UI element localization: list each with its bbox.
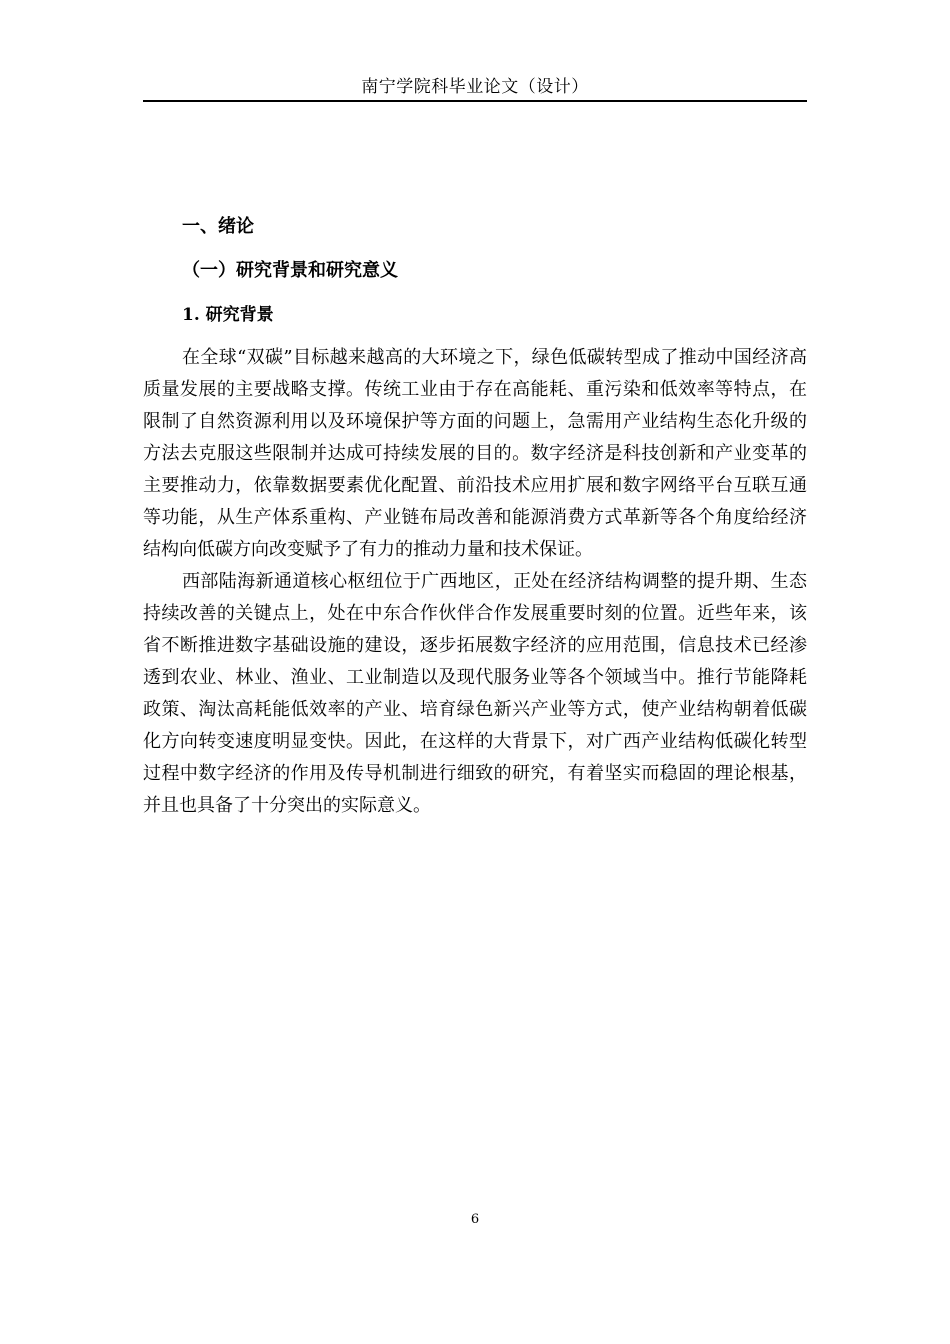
subsection-heading: 1. 研究背景 bbox=[182, 305, 274, 325]
page-body bbox=[143, 212, 807, 822]
header-divider bbox=[143, 100, 807, 102]
section-heading: （一）研究背景和研究意义 bbox=[182, 260, 398, 281]
running-header: 南宁学院科毕业论文（设计） bbox=[361, 77, 589, 97]
page-number: 6 bbox=[470, 1212, 480, 1227]
body-paragraph-1: 在全球“双碳”目标越来越高的大环境之下，绿色低碳转型成了推动中国经济高质量发展的主要战略支撑。传统工业由于存在高能耗、重污染和低效率等特点，在限制了自然资源利用以及环境保护等方面的问题上，急需用产业结构生态化升级的方法去克服这些限制并达成可持续发展的目的。数字经济是科技创新和产业变革的主要推动力，依靠数据要素优化配置、前沿技术应用扩展和数字网络平台互联互通等功能，从生产体系重构、产业链布局改善和能源消费方式革新等各个角度给经济结构向低碳方向改变赋予了有力的推动力量和技术保证。 bbox=[143, 347, 807, 560]
chapter-heading: 一、绪论 bbox=[182, 216, 254, 237]
body-paragraph-2: 西部陆海新通道核心枢纽位于广西地区，正处在经济结构调整的提升期、生态持续改善的关键点上，处在中东合作伙伴合作发展重要时刻的位置。近些年来，该省不断推进数字基础设施的建设，逐步拓展数字经济的应用范围，信息技术已经渗透到农业、林业、渔业、工业制造以及现代服务业等各个领域当中。推行节能降耗政策、淘汰高耗能低效率的产业、培育绿色新兴产业等方式，使产业结构朝着低碳化方向转变速度明显变快。因此，在这样的大背景下，对广西产业结构低碳化转型过程中数字经济的作用及传导机制进行细致的研究，有着坚实而稳固的理论根基，并且也具备了十分突出的实际意义。 bbox=[143, 571, 807, 816]
